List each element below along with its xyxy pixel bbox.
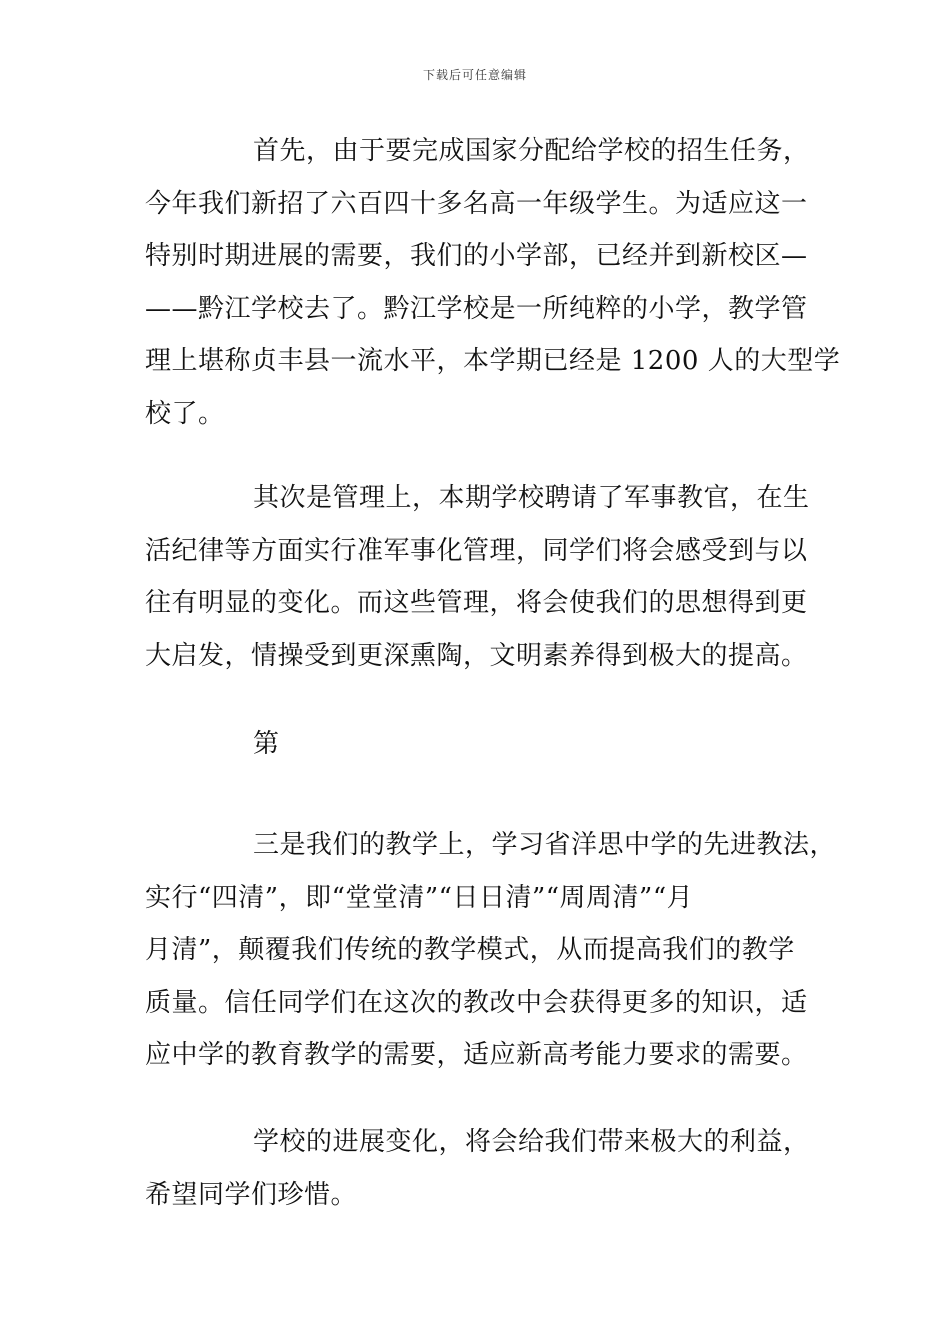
paragraph-line: 校了。 [145,398,225,429]
paragraph-line: 三是我们的教学上，学习省洋思中学的先进教法， [253,830,837,860]
paragraph-enrollment [145,125,841,440]
paragraph-line: 活纪律等方面实行准军事化管理，同学们将会感受到与以 [145,535,808,566]
paragraph-line: 第 [253,729,280,759]
paragraph-conclusion [145,1116,820,1221]
paragraph-line: 应中学的教育教学的需要，适应新高考能力要求的需要。 [145,1040,808,1070]
paragraph-line: 首先，由于要完成国家分配给学校的招生任务， [253,136,810,166]
paragraph-line: 理上堪称贞丰县一流水平，本学期已经是 1200 人的大型学 [145,346,841,376]
paragraph-line: 实行“四清”，即“堂堂清”“日日清”“周周清”“月 [145,882,694,913]
paragraph-line: 学校的进展变化，将会给我们带来极大的利益， [253,1127,810,1157]
paragraph-line: 月清”，颠覆我们传统的教学模式，从而提高我们的教学 [145,935,795,965]
paragraph-line: 特别时期进展的需要，我们的小学部，已经并到新校区— [145,241,808,271]
paragraph-line: 今年我们新招了六百四十多名高一年级学生。为适应这一 [145,188,808,219]
paragraph-line: 往有明显的变化。而这些管理，将会使我们的思想得到更 [145,588,808,618]
paragraph-line: ——黔江学校去了。黔江学校是一所纯粹的小学，教学管 [145,293,808,324]
paragraph-line: 其次是管理上，本期学校聘请了军事教官，在生 [253,483,810,513]
paragraph-line: 希望同学们珍惜。 [145,1179,358,1210]
paragraph-ordinal-fragment [145,718,820,771]
paragraph-line: 大启发，情操受到更深熏陶，文明素养得到极大的提高。 [145,640,808,671]
paragraph-line: 质量。信任同学们在这次的教改中会获得更多的知识，适 [145,987,808,1018]
header-note: 下载后可任意编辑 [422,68,527,82]
paragraph-teaching [145,819,837,1082]
paragraph-management [145,472,820,682]
